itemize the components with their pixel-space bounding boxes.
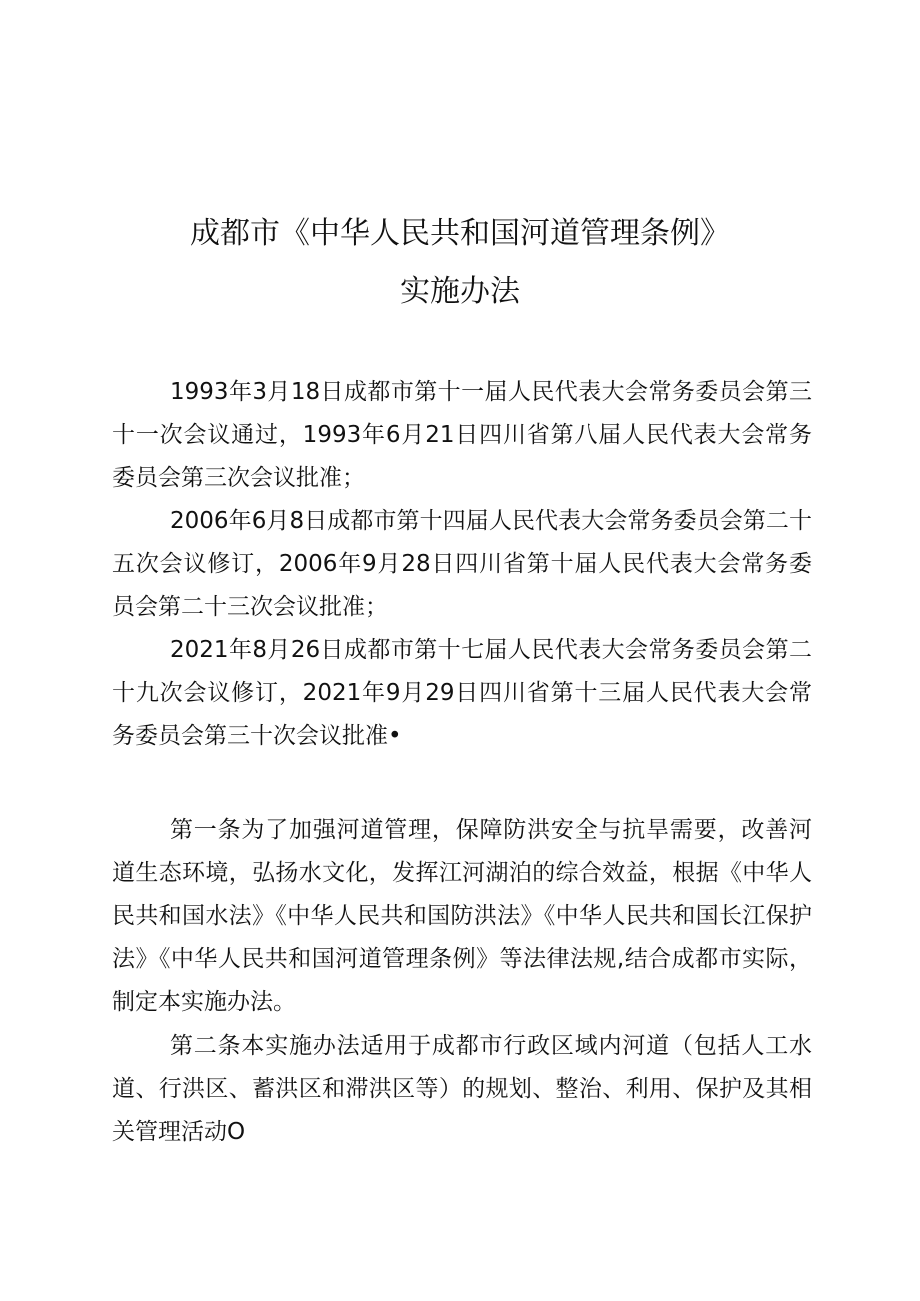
document-title: 成都市《中华人民共和国河道管理条例》: [190, 216, 730, 251]
article-2: 第二条本实施办法适用于成都市行政区域内河道（包括人工水道、行洪区、蓄洪区和滞洪区等）的规划、整治、利用、保护及其相关管理活动O: [112, 1033, 812, 1145]
document-subtitle: 实施办法: [400, 274, 520, 309]
article-1: 第一条为了加强河道管理，保障防洪安全与抗旱需要，改善河道生态环境，弘扬水文化，发挥江河湖泊的综合效益，根据《中华人民共和国水法》《中华人民共和国防洪法》《中华人民共和国长江保护法》《中华人民共和国河道管理条例》等法律法规,结合成都市实际，制定本实施办法。: [112, 817, 812, 1015]
history-paragraph-2021: 2021年8月26日成都市第十七届人民代表大会常务委员会第二十九次会议修订，2021年9月29日四川省第十三届人民代表大会常务委员会第三十次会议批准•: [112, 637, 812, 749]
history-paragraph-1993: 1993年3月18日成都市第十一届人民代表大会常务委员会第三十一次会议通过，1993年6月21日四川省第八届人民代表大会常务委员会第三次会议批准；: [112, 379, 812, 491]
history-paragraph-2006: 2006年6月8日成都市第十四届人民代表大会常务委员会第二十五次会议修订，2006年9月28日四川省第十届人民代表大会常务委员会第二十三次会议批准；: [112, 508, 812, 620]
